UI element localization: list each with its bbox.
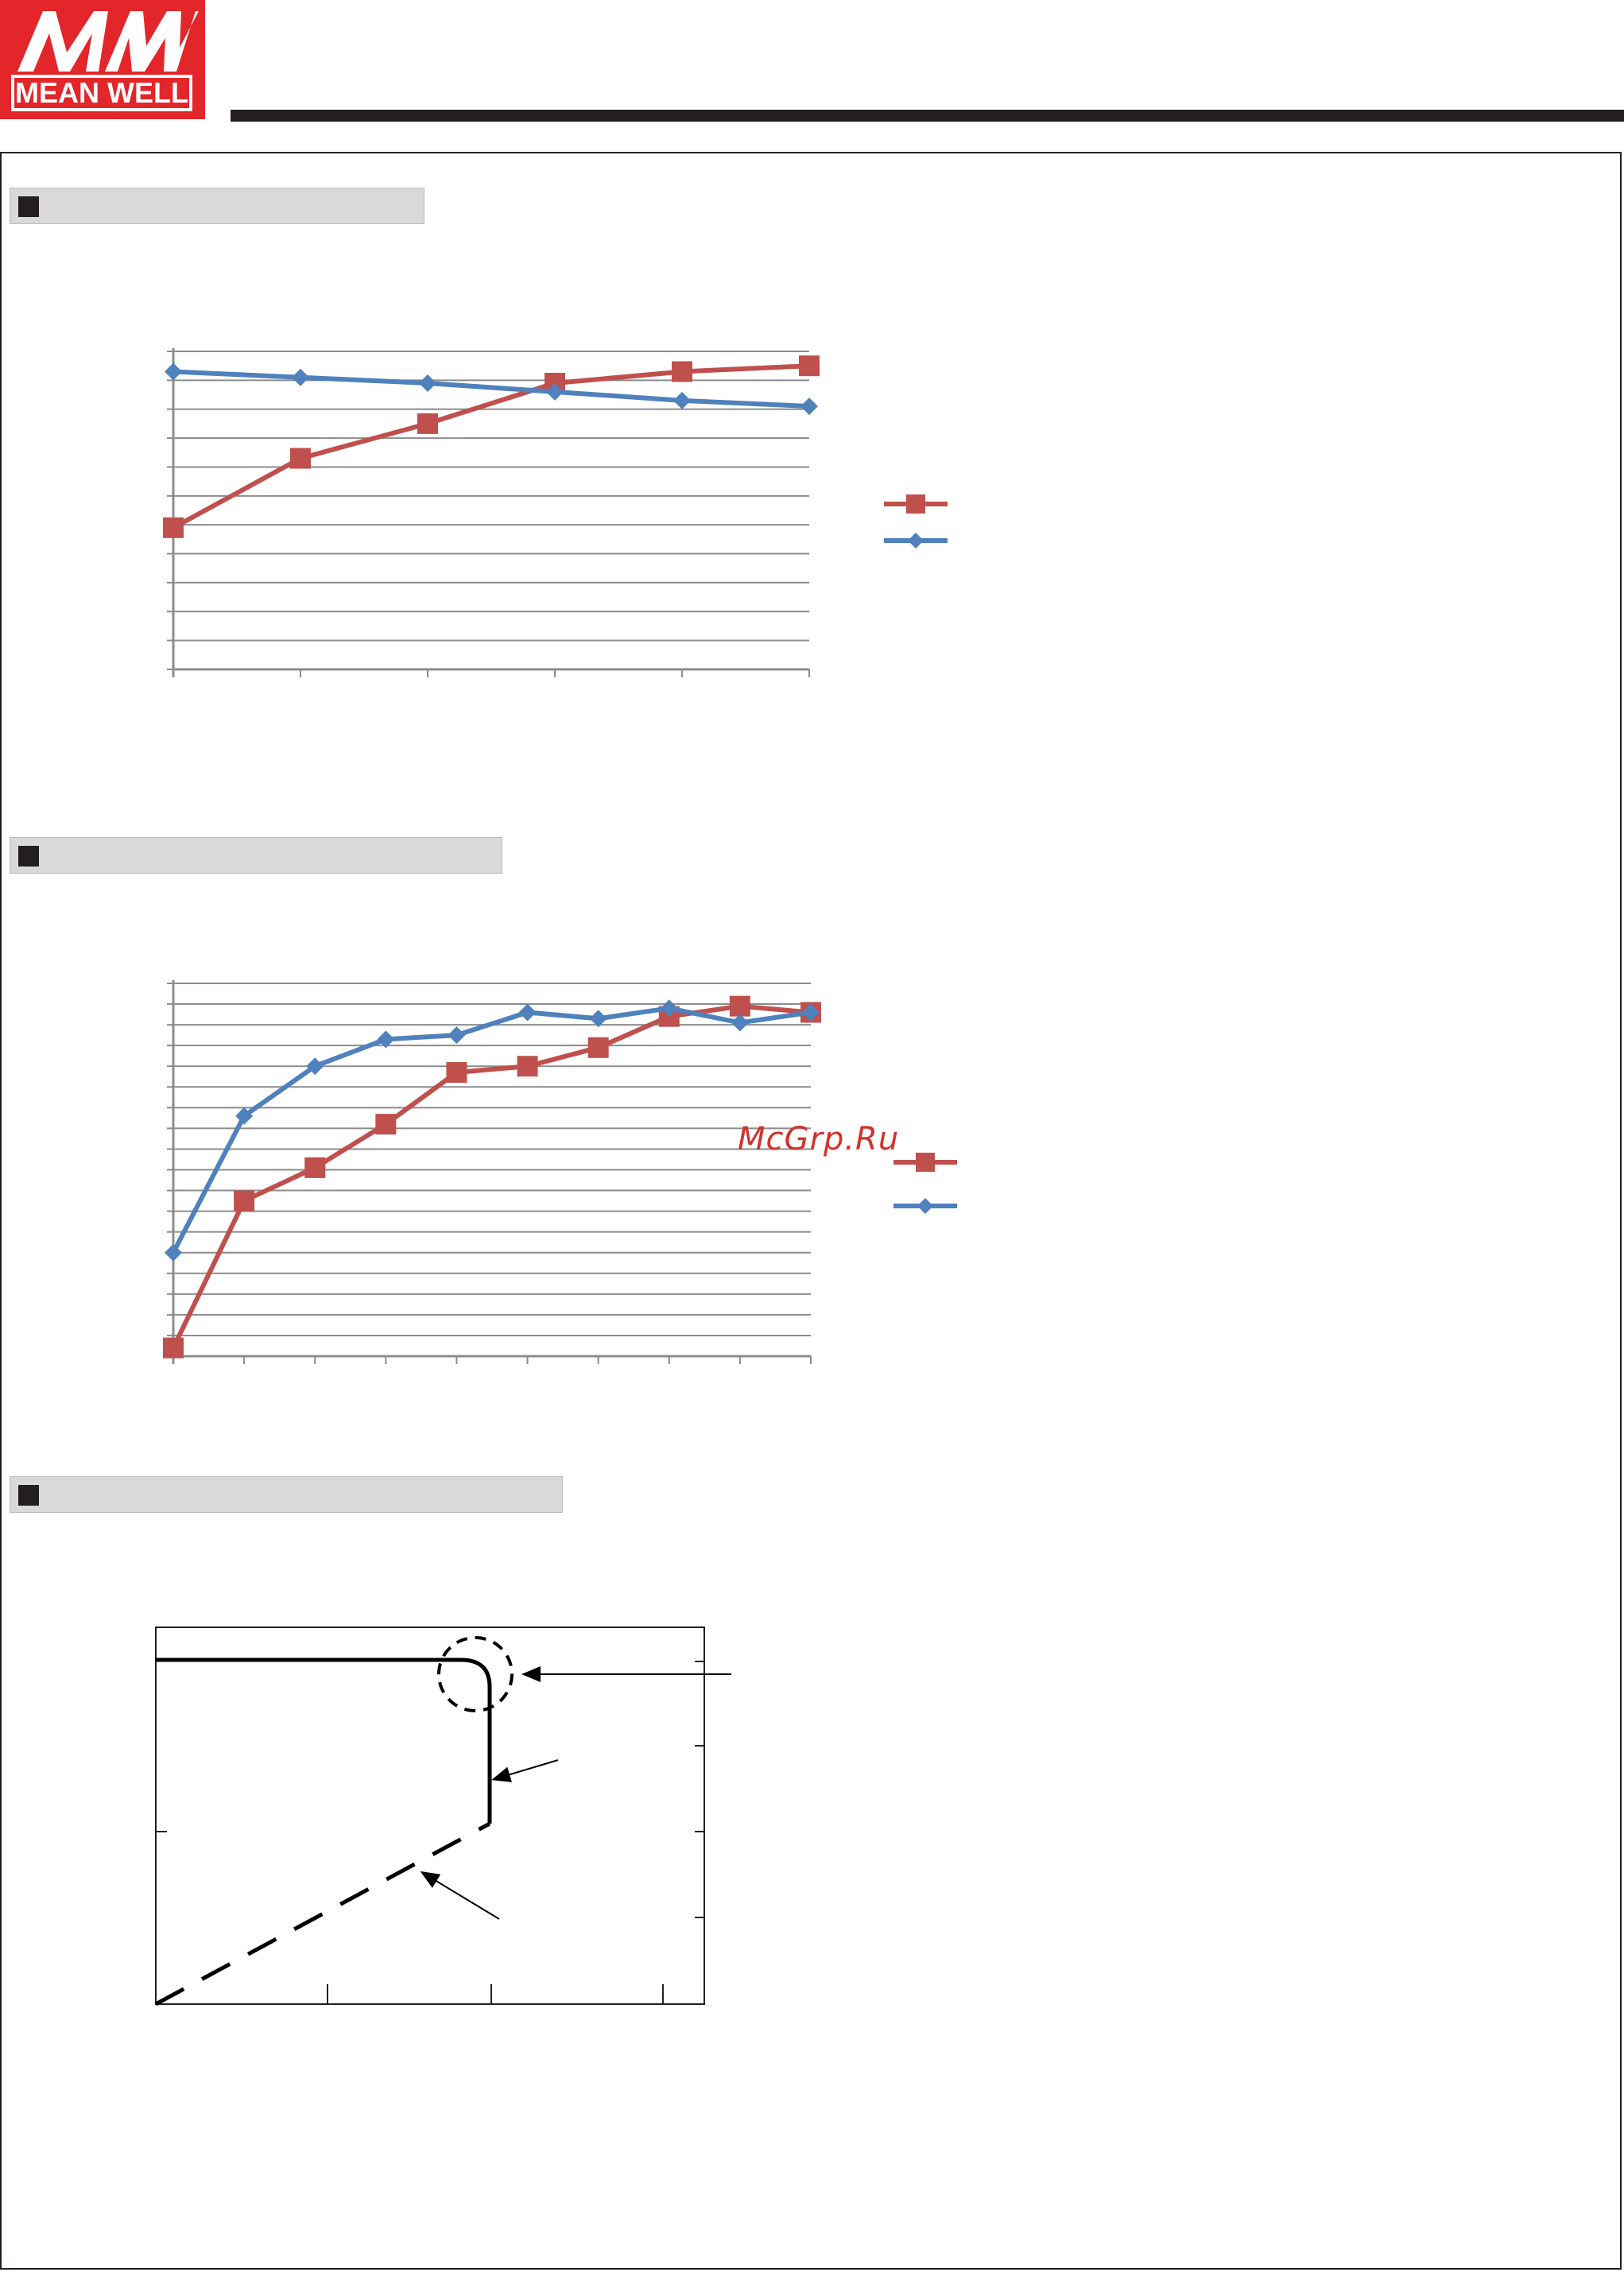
arrow-limit (494, 1760, 558, 1779)
logo-wordmark: MEAN WELL (11, 75, 192, 111)
dashed-curve (156, 1824, 490, 2004)
knee-circle (439, 1638, 512, 1711)
diagram-frame (156, 1627, 704, 2004)
arrow-foldback (423, 1873, 499, 1919)
watermark: McGrp.Ru (738, 1121, 900, 1157)
